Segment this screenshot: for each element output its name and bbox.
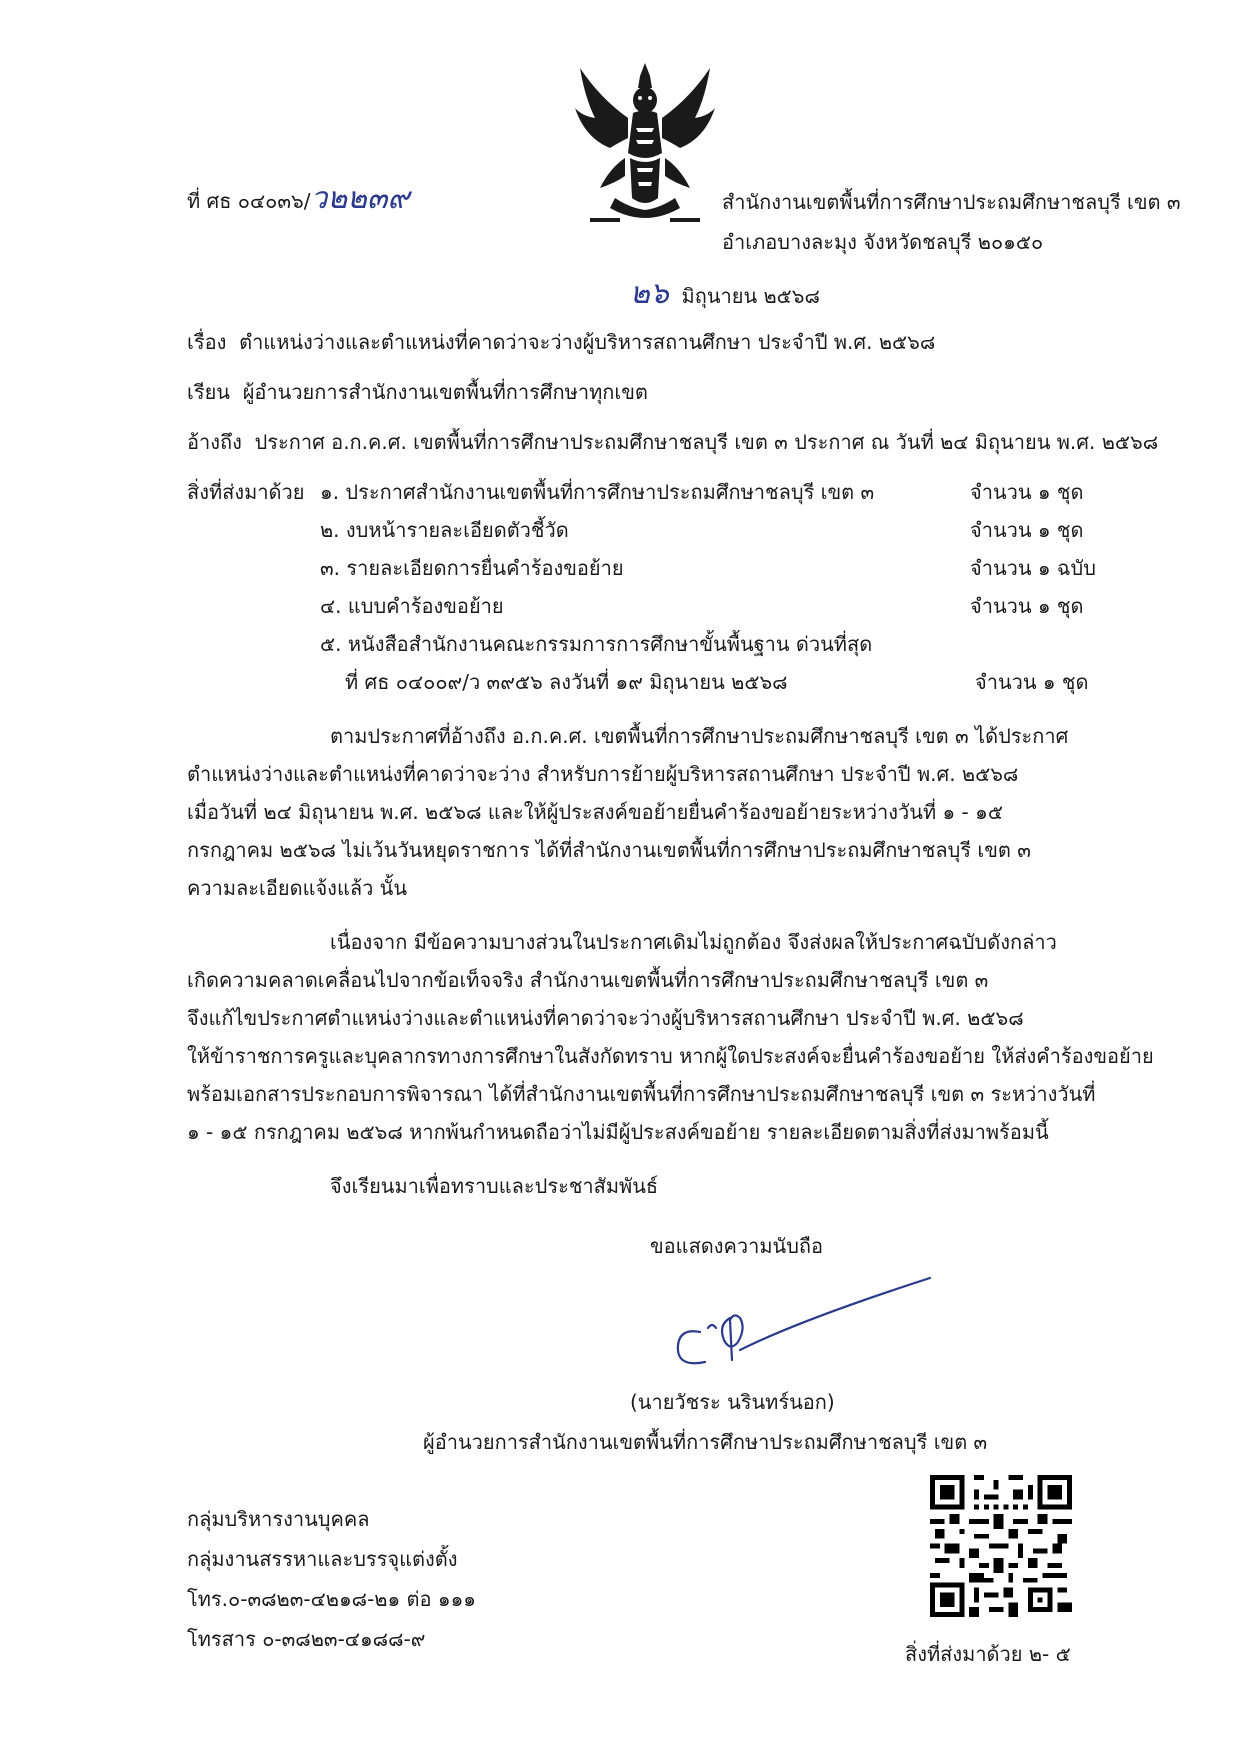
qr-caption: สิ่งที่ส่งมาด้วย ๒- ๕ (905, 1642, 1071, 1666)
paragraph-2-line: ๑ - ๑๕ กรกฎาคม ๒๕๖๘ หากพ้นกำหนดถือว่าไม่มีผู้ประสงค์ขอย้าย รายละเอียดตามสิ่งที่ส่งมาพร้อมนี้ (187, 1120, 1049, 1144)
qr-code-icon (930, 1475, 1072, 1617)
signer-name: (นายวัชระ นรินทร์นอก) (630, 1390, 835, 1414)
recipient-text: ผู้อำนวยการสำนักงานเขตพื้นที่การศึกษาทุกเขต (242, 380, 648, 404)
enclosure-item: ๔. แบบคำร้องขอย้าย (320, 594, 504, 618)
footer-department: กลุ่มบริหารงานบุคคล (187, 1507, 370, 1531)
enclosure-item: ๒. งบหน้ารายละเอียดตัวชี้วัด (320, 518, 569, 542)
enclosure-item: ๑. ประกาศสำนักงานเขตพื้นที่การศึกษาประถมศึกษาชลบุรี เขต ๓ (320, 480, 875, 504)
paragraph-2-line: จึงแก้ไขประกาศตำแหน่งว่างและตำแหน่งที่คาดว่าจะว่างผู้บริหารสถานศึกษา ประจำปี พ.ศ. ๒๕๖๘ (187, 1006, 1024, 1030)
handwritten-reference-number: ว๒๒๓๙ (310, 181, 410, 216)
reference-label: ที่ ศธ ๐๔๐๓๖/ (187, 189, 311, 213)
paragraph-1-line: ตามประกาศที่อ้างถึง อ.ก.ค.ศ. เขตพื้นที่การศึกษาประถมศึกษาชลบุรี เขต ๓ ได้ประกาศ (330, 724, 1069, 748)
footer-unit: กลุ่มงานสรรหาและบรรจุแต่งตั้ง (187, 1547, 458, 1571)
handwritten-date-day: ๒๖ (630, 276, 669, 311)
reference-line (187, 428, 1158, 456)
signer-position: ผู้อำนวยการสำนักงานเขตพื้นที่การศึกษาประถมศึกษาชลบุรี เขต ๓ (423, 1430, 988, 1454)
regards-text: ขอแสดงความนับถือ (650, 1234, 824, 1258)
enclosure-qty: จำนวน ๑ ชุด (975, 670, 1089, 694)
recipient-label: เรียน (187, 380, 230, 404)
reference-line-label: อ้างถึง (187, 430, 242, 454)
agency-address: อำเภอบางละมุง จังหวัดชลบุรี ๒๐๑๕๐ (722, 230, 1044, 254)
agency-name: สำนักงานเขตพื้นที่การศึกษาประถมศึกษาชลบุรี เขต ๓ (722, 190, 1181, 214)
enclosure-item: ๓. รายละเอียดการยื่นคำร้องขอย้าย (320, 556, 624, 580)
paragraph-1-line: เมื่อวันที่ ๒๔ มิถุนายน พ.ศ. ๒๕๖๘ และให้ผู้ประสงค์ขอย้ายยื่นคำร้องขอย้ายระหว่างวันที่ ๑ - ๑๕ (187, 800, 1003, 824)
footer-telephone: โทร.๐-๓๘๒๓-๔๒๑๘-๒๑ ต่อ ๑๑๑ (187, 1587, 476, 1611)
letter-date (630, 276, 820, 311)
enclosure-qty: จำนวน ๑ ชุด (970, 480, 1084, 504)
closing-line: จึงเรียนมาเพื่อทราบและประชาสัมพันธ์ (330, 1174, 659, 1198)
subject-label: เรื่อง (187, 330, 227, 354)
recipient-line (187, 378, 648, 406)
signature-icon (660, 1270, 940, 1380)
enclosure-qty: จำนวน ๑ ฉบับ (970, 556, 1096, 580)
paragraph-2-line: เกิดความคลาดเคลื่อนไปจากข้อเท็จจริง สำนักงานเขตพื้นที่การศึกษาประถมศึกษาชลบุรี เขต ๓ (187, 968, 989, 992)
paragraph-1-line: ความละเอียดแจ้งแล้ว นั้น (187, 876, 408, 900)
garuda-emblem-icon (570, 58, 720, 233)
enclosure-qty: จำนวน ๑ ชุด (970, 518, 1084, 542)
enclosure-qty: จำนวน ๑ ชุด (970, 594, 1084, 618)
enclosure-item-continued: ที่ ศธ ๐๔๐๐๙/ว ๓๙๕๖ ลงวันที่ ๑๙ มิถุนายน ๒๕๖๘ (345, 670, 788, 694)
paragraph-2-line: พร้อมเอกสารประกอบการพิจารณา ได้ที่สำนักงานเขตพื้นที่การศึกษาประถมศึกษาชลบุรี เขต ๓ ระหว่างวันที่ (187, 1082, 1096, 1106)
reference-line-text: ประกาศ อ.ก.ค.ศ. เขตพื้นที่การศึกษาประถมศึกษาชลบุรี เขต ๓ ประกาศ ณ วันที่ ๒๔ มิถุนายน พ.ศ. ๒๕๖๘ (254, 430, 1159, 454)
paragraph-1-line: กรกฎาคม ๒๕๖๘ ไม่เว้นวันหยุดราชการ ได้ที่สำนักงานเขตพื้นที่การศึกษาประถมศึกษาชลบุรี เขต ๓ (187, 838, 1031, 862)
enclosure-item: ๕. หนังสือสำนักงานคณะกรรมการการศึกษาขั้นพื้นฐาน ด่วนที่สุด (320, 632, 873, 656)
reference-number (187, 181, 410, 216)
subject-line (187, 328, 935, 356)
footer-fax: โทรสาร ๐-๓๘๒๓-๔๑๘๘-๙ (187, 1627, 426, 1651)
enclosures-label: สิ่งที่ส่งมาด้วย (187, 480, 305, 504)
paragraph-1-line: ตำแหน่งว่างและตำแหน่งที่คาดว่าจะว่าง สำหรับการย้ายผู้บริหารสถานศึกษา ประจำปี พ.ศ. ๒๕๖๘ (187, 762, 1019, 786)
paragraph-2-line: เนื่องจาก มีข้อความบางส่วนในประกาศเดิมไม่ถูกต้อง จึงส่งผลให้ประกาศฉบับดังกล่าว (330, 930, 1057, 954)
date-month-year: มิถุนายน ๒๕๖๘ (681, 284, 820, 308)
subject-text: ตำแหน่งว่างและตำแหน่งที่คาดว่าจะว่างผู้บริหารสถานศึกษา ประจำปี พ.ศ. ๒๕๖๘ (239, 330, 936, 354)
paragraph-2-line: ให้ข้าราชการครูและบุคลากรทางการศึกษาในสังกัดทราบ หากผู้ใดประสงค์จะยื่นคำร้องขอย้าย ให้ส่งคำร้องขอย้าย (187, 1044, 1154, 1068)
